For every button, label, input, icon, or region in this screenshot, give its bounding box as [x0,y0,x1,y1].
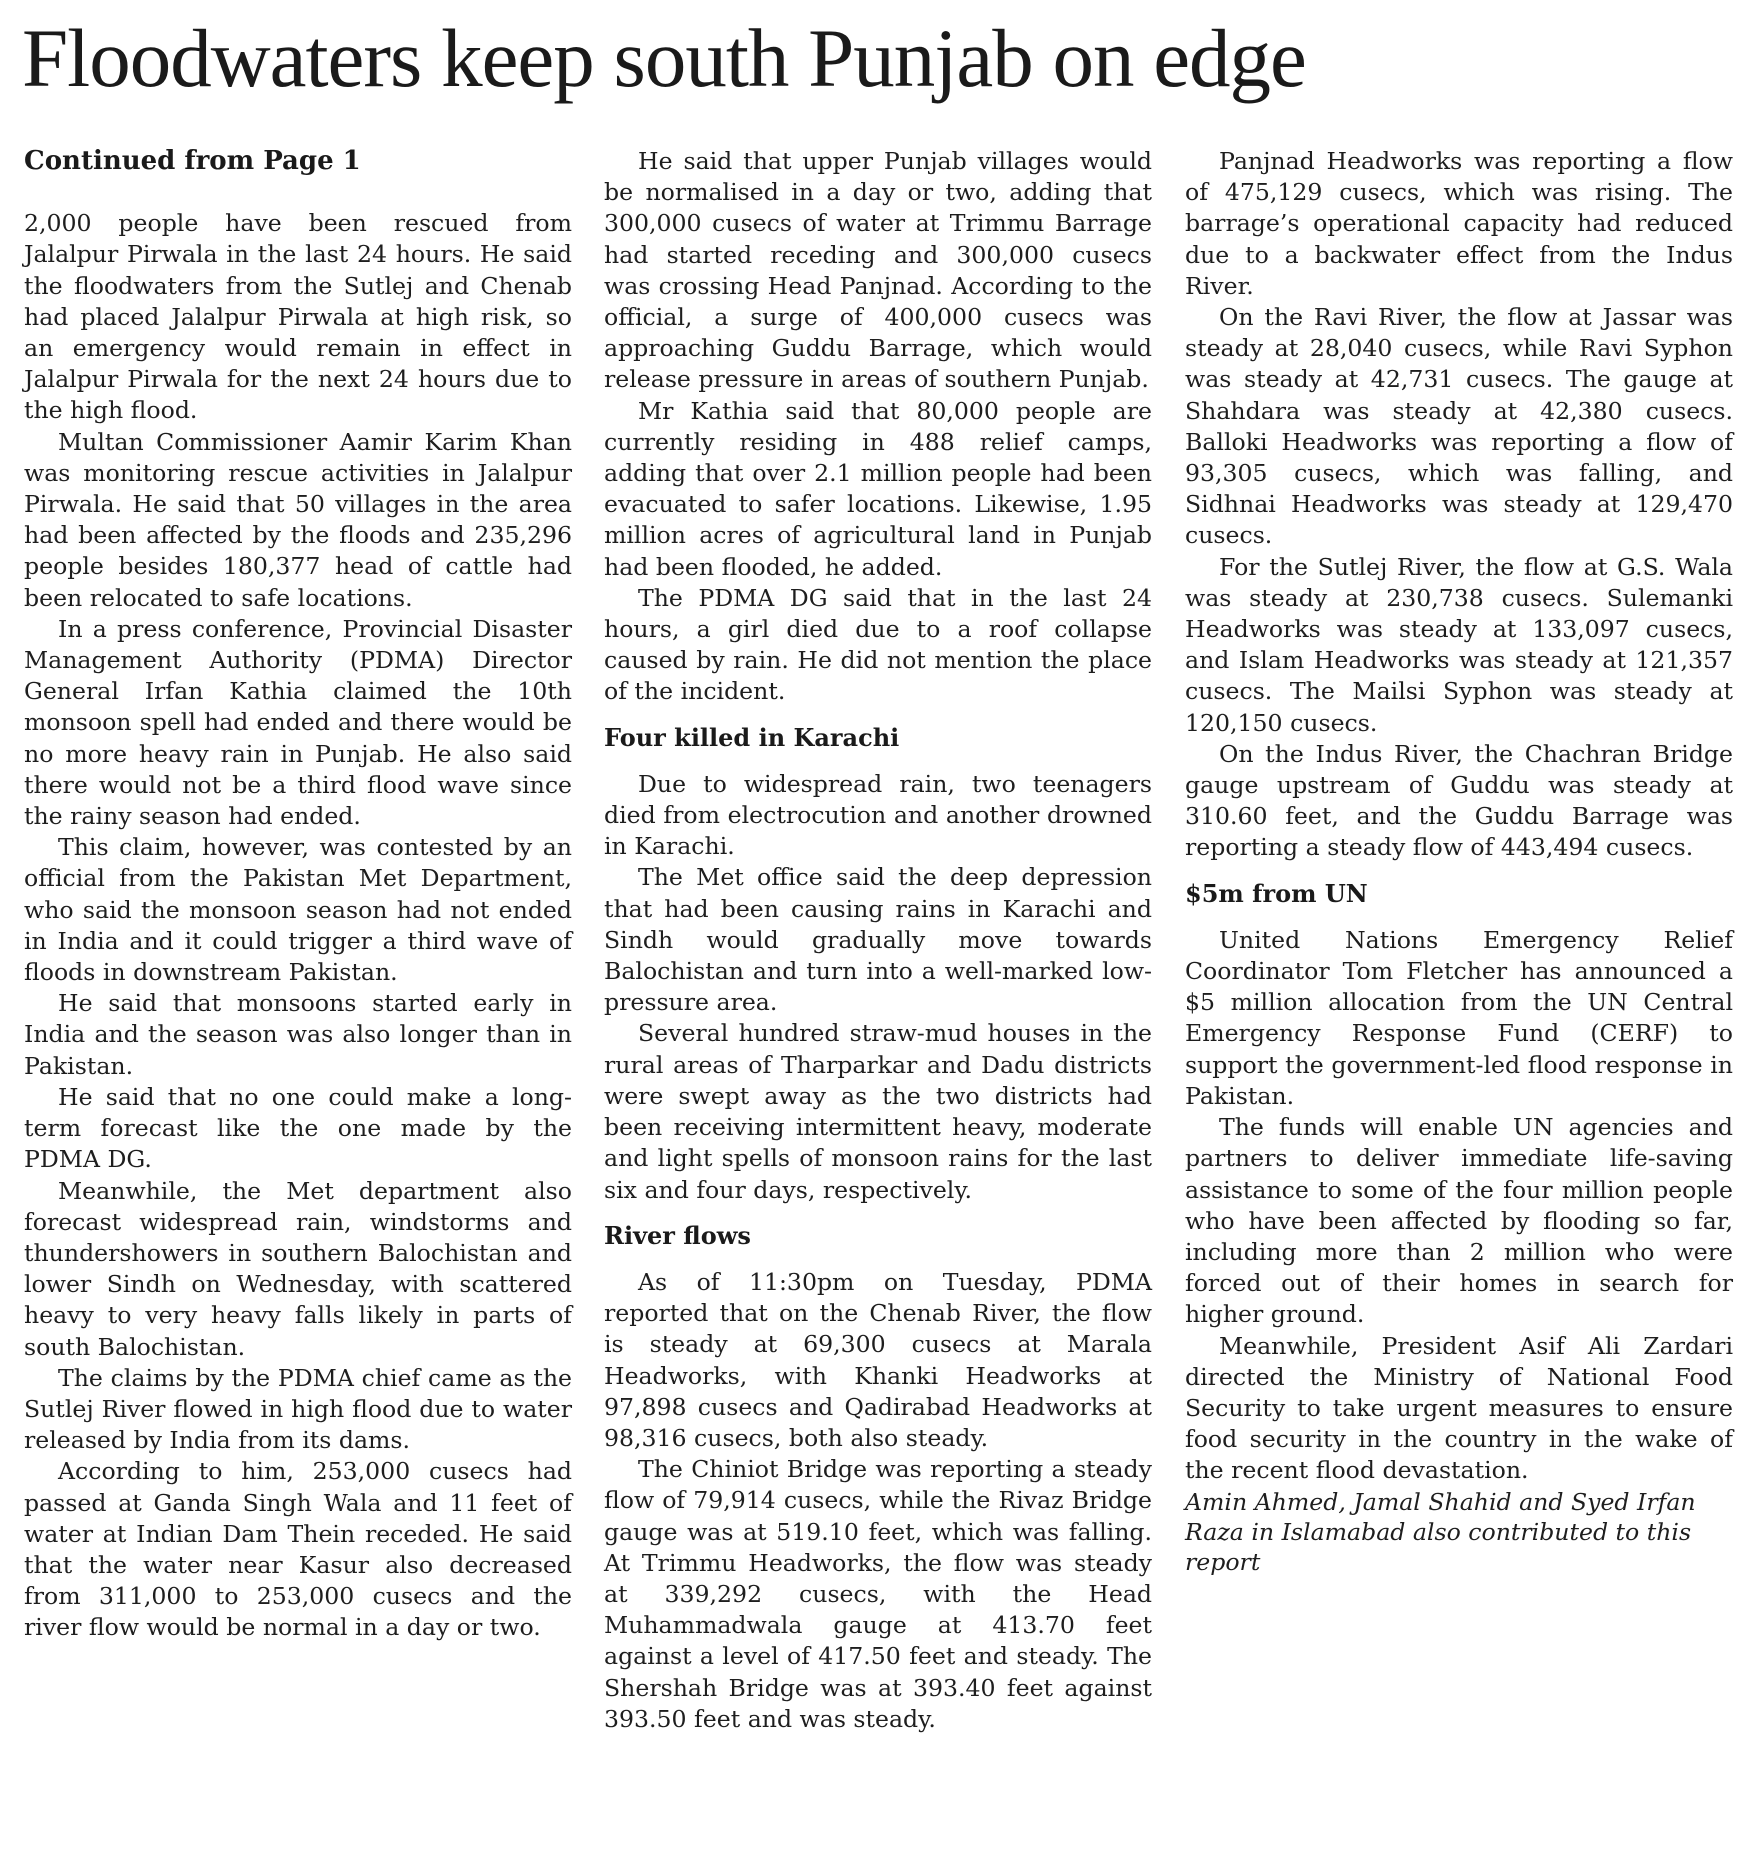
paragraph: As of 11:30pm on Tuesday, PDMA reported that on the Chenab River, the flow is steady at 69,300 cusecs at Marala Headworks, with Khanki Headworks at 97,898 cusecs and Qadirabad Headworks at 98,316 cusecs, both also steady. [604,1267,1152,1452]
paragraph: The claims by the PDMA chief came as the Sutlej River flowed in high flood due to water released by India from its dams. [24,1363,572,1455]
paragraph: He said that upper Punjab villages would be normalised in a day or two, adding that 300,000 cusecs of water at Trimmu Barrage had started receding and 300,000 cusecs was crossing Head Panjnad. According to the official, a surge of 400,000 cusecs was approaching Guddu Barrage, which would release pressure in areas of southern Punjab. [604,147,1152,394]
paragraph: Meanwhile, the Met department also forecast widespread rain, windstorms and thundershowers in southern Balochistan and lower Sindh on Wednesday, with scattered heavy to very heavy falls likely in parts of south Balochistan. [24,1176,572,1361]
paragraph: Meanwhile, President Asif Ali Zardari directed the Ministry of National Food Security to take urgent measures to ensure food security in the country in the wake of the recent flood devastation. [1185,1331,1733,1485]
section-heading-un: $5m from UN [1185,878,1368,908]
paragraph: The PDMA DG said that in the last 24 hours, a girl died due to a roof collapse caused by rain. He did not mention the place of the incident. [604,583,1152,706]
paragraph: The Met office said the deep depression that had been causing rains in Karachi and Sindh would gradually move towards Balochistan and turn into a well-marked low-pressure area. [604,863,1152,1017]
headline: Floodwaters keep south Punjab on edge [22,12,1306,104]
paragraph: Several hundred straw-mud houses in the rural areas of Tharparkar and Dadu districts were swept away as the two districts had been receiving intermittent heavy, moderate and light spells of monsoon rains for the last six and four days, respectively. [604,1019,1152,1204]
paragraph: The funds will enable UN agencies and partners to deliver immediate life-saving assistance to some of the four million people who have been affected by flooding so far, including more than 2 million who were forced out of their homes in search for higher ground. [1185,1113,1733,1329]
paragraph: On the Indus River, the Chachran Bridge gauge upstream of Guddu was steady at 310.60 feet, and the Guddu Barrage was reporting a steady flow of 443,494 cusecs. [1185,739,1733,862]
paragraph: United Nations Emergency Relief Coordinator Tom Fletcher has announced a $5 million allocation from the UN Central Emergency Response Fund (CERF) to support the government-led flood response in Pakistan. [1185,925,1733,1110]
column-3 [1185,146,1733,1577]
continued-label: Continued from Page 1 [24,146,361,176]
paragraph: For the Sutlej River, the flow at G.S. Wala was steady at 230,738 cusecs. Sulemanki Headworks was steady at 133,097 cusecs, and Islam Headworks was steady at 121,357 cusecs. The Mailsi Syphon was steady at 120,150 cusecs. [1185,552,1733,737]
paragraph: Multan Commissioner Aamir Karim Khan was monitoring rescue activities in Jalalpur Pirwala. He said that 50 villages in the area had been affected by the floods and 235,296 people besides 180,377 head of cattle had been relocated to safe locations. [24,427,572,612]
paragraph: According to him, 253,000 cusecs had passed at Ganda Singh Wala and 11 feet of water at Indian Dam Thein receded. He said that the water near Kasur also decreased from 311,000 to 253,000 cusecs and the river flow would be normal in a day or two. [24,1457,572,1642]
section-heading-river-flows: River flows [604,1220,751,1250]
paragraph: Due to widespread rain, two teenagers died from electrocution and another drowned in Karachi. [604,769,1152,861]
paragraph: Mr Kathia said that 80,000 people are currently residing in 488 relief camps, adding that over 2.1 million people had been evacuated to safer locations. Likewise, 1.95 million acres of agricultural land in Punjab had been flooded, he added. [604,396,1152,581]
contributors-credit: Amin Ahmed, Jamal Shahid and Syed Irfan Raza in Islamabad also contributed to this report [1185,1487,1696,1576]
paragraph: Panjnad Headworks was reporting a flow of 475,129 cusecs, which was rising. The barrage’s operational capacity had reduced due to a backwater effect from the Indus River. [1185,147,1733,300]
paragraph: He said that monsoons started early in India and the season was also longer than in Pakistan. [24,989,572,1080]
section-heading-karachi: Four killed in Karachi [604,722,900,752]
column-1 [24,146,572,1644]
paragraph: This claim, however, was contested by an official from the Pakistan Met Department, who said the monsoon season had not ended in India and it could trigger a third wave of floods in downstream Pakistan. [24,833,572,987]
paragraph: On the Ravi River, the flow at Jassar was steady at 28,040 cusecs, while Ravi Syphon was steady at 42,731 cusecs. The gauge at Shahdara was steady at 42,380 cusecs. Balloki Headworks was reporting a flow of 93,305 cusecs, which was falling, and Sidhnai Headworks was steady at 129,470 cusecs. [1185,303,1733,550]
column-2 [604,146,1152,1735]
paragraph: The Chiniot Bridge was reporting a steady flow of 79,914 cusecs, while the Rivaz Bridge gauge was at 519.10 feet, which was falling. At Trimmu Headworks, the flow was steady at 339,292 cusecs, with the Head Muhammadwala gauge at 413.70 feet against a level of 417.50 feet and steady. The Shershah Bridge was at 393.40 feet against 393.50 feet and was steady. [604,1455,1152,1733]
paragraph: 2,000 people have been rescued from Jalalpur Pirwala in the last 24 hours. He said the floodwaters from the Sutlej and Chenab had placed Jalalpur Pirwala at high risk, so an emergency would remain in effect in Jalalpur Pirwala for the next 24 hours due to the high flood. [24,209,572,425]
paragraph: In a press conference, Provincial Disaster Management Authority (PDMA) Director General Irfan Kathia claimed the 10th monsoon spell had ended and there would be no more heavy rain in Punjab. He also said there would not be a third flood wave since the rainy season had ended. [24,614,572,831]
paragraph: He said that no one could make a long-term forecast like the one made by the PDMA DG. [24,1082,572,1174]
